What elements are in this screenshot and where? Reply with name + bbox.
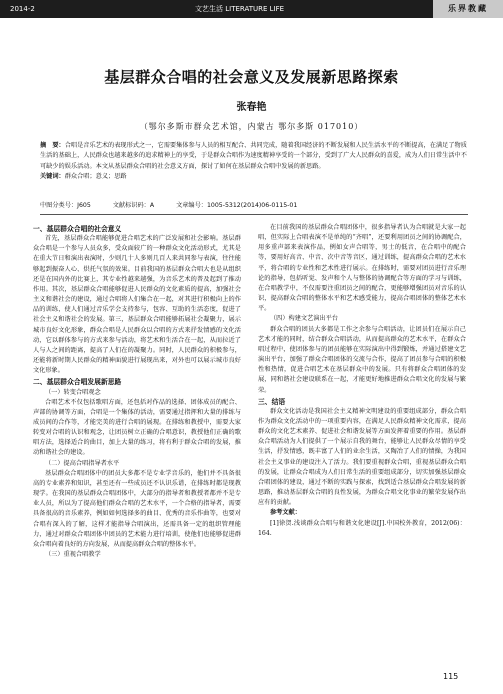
- journal-name: 文艺生活 LITERATURE LIFE: [195, 5, 285, 13]
- body-paragraph: 在目前我国的基层群众合唱团体中，很多指导者认为合唱就是大家一起唱，但实际上合唱表演不是单纯的“齐唱”，还要利用团员之间的协调配合，用多重声部来表演作品，例如女声合唱等，男士的低音，在合唱中的配合等，要用好高音、中音、次中音等音区，通过训练，提高群众合唱的艺术水平，将合唱的专业性和艺术性进行展示。在排练时，需要对团员进行音乐理论的指导，包括听觉、发声和个人与整体的协调配合等方面的学习与训练，在合唱教学中，不仅需要注重团员之间的配合，更能够增强团员对音乐的认识，提高群众合唱的整体水平和艺术感受能力，提高合唱团体的整体艺术水平。: [258, 224, 466, 313]
- author-name: 张春艳: [236, 102, 267, 113]
- body-column-right: [258, 223, 466, 539]
- author-affiliation: （鄂尔多斯市群众艺术馆，内蒙古 鄂尔多斯 017010）: [139, 122, 364, 131]
- references-heading: 参考文献：: [270, 509, 301, 517]
- divider: [40, 214, 468, 215]
- body-paragraph: 群众文化活动是我国社会主义精神文明建设的重要组成部分，群众合唱作为群众文化活动中的一项重要内容，在满足人民群众精神文化需求，提高群众的文化艺术素养、促进社会和谐发展等方面发挥着重要的作用。基层群众合唱活动为人们提供了一个展示自我的舞台，能够让人民群众尽情的享受生活，抒发情感，既丰富了人们的业余生活，又陶冶了人们的情操，为我国社会主义事业的建设注入了活力。我们要重视群众合唱，重视基层群众合唱的发展，让群众合唱成为人们日常生活的重要组成部分，切实加强基层群众合唱团体的建设，通过不断的实践与探索，找到适合基层群众合唱发展的新思路，推动基层群众合唱的良性发展，为群众合唱文化事业的繁荣发展作出应有的贡献。: [258, 407, 466, 507]
- keywords-text: 群众合唱；意义；思路: [64, 173, 127, 181]
- abstract: [40, 141, 468, 183]
- body-paragraph: 基层群众合唱团体中的团员大多都不是专业学音乐的，他们并不具备很高的专业素养和知识，甚至还有一些成员还不认识乐谱，在排练时都是现教现学。在我国的基层群众合唱团体中，大部分的指导者和教授者都并不是专业人员，所以为了提高他们群众合唱的艺术水平，一个合格的指导者，需要具备很高的音乐素养，例如如何选择多的曲目、优秀的音乐作曲等，也要对合唱有深入的了解，这样才能指导合唱演出，还需具备一定的组织管理能力，通过对群众合唱团体中团员的艺术能力进行培训，使他们也能够促进群众合唱向着良好的方向发展，从而提高群众合唱的整体水平。: [33, 469, 241, 548]
- body-paragraph: 合唱艺术不仅包括歌唱方面，还包括对作品的选择、团体成员的配合、声部的协调等方面，合唱是一个集体的活动，需要通过指挥和大量的排练与成员间的合作等，才能完美的进行合唱的展现。在排练和教授中，需要大家转变对合唱的认识和观念，让团员树立正确的合唱意识，教授他们正确的歌唱方法，选择适合的曲目，加上大量的练习，将有利于群众合唱的发展，推动和谐社会的建设。: [33, 398, 241, 457]
- abstract-text: 合唱是音乐艺术的表现形式之一，它需要集体参与人员的相互配合、共同完成，随着我国经济的不断发展和人民生活水平的不断提高，在满足了物质生活的基础上，人民群众也越来越多的追求精神上的享受，于是群众合唱作为速度精神享受的一个部分，受到了广大人民群众的喜爱，成为人们日常生活中不可缺少的娱乐活动。本文从基层群众合唱的社会意义方面，探讨了如何在基层群众合唱中发展的新思路。: [40, 142, 467, 170]
- section-heading: 一、基层群众合唱的社会意义: [33, 225, 122, 233]
- body-paragraph: 首先，基层群众合唱能够促进合唱艺术的广泛发展和社会影响。基层群众合唱是一个参与人员众多，受众面较广的一种群众文化活动形式，尤其是在重大节日和演出表演时，少则几十人多则几百人来共同参与表演，往往能够起到振奋人心、烘托气氛的效果。目前我国的基层群众合唱大也是从组织还是在国内外的比赛上，其专业性越来越强，为音乐艺术的普及起到了推动作用。其次，基层群众合唱能够促进人民群众的文化素质的提高，加强社会主义和谐社会的建设，通过合唱将人们集合在一起，对其进行积极向上的作品的训练，使人们通过音乐学会支持参与，包容、互助的生活态度，促进了社会主义和谐社会的发展。第三，基层群众合唱能够拓展社会凝聚力，展示城市良好文化形象，群众合唱是人民群众以合唱的方式来抒发情感的文化活动，它以群体参与的方式来参与活动，将艺术和生活合在一起，从而拉近了人与人之间的距离，提高了人们在的凝聚力。同时，人民群众的积极参与，还能将新时期人民群众的精神面貌进行展现出来，对外也可以展示城市良好文化形象。: [33, 235, 241, 375]
- subsection-heading: （四）构建文艺演出平台: [270, 315, 339, 323]
- article-title: 基层群众合唱的社会意义及发展新思路探索: [104, 68, 399, 86]
- clc-number: 中图分类号：J605: [40, 202, 91, 209]
- body-column-left: [33, 223, 241, 560]
- page-header: [0, 0, 503, 18]
- subsection-heading: （二）提高合唱指导者水平: [45, 459, 120, 467]
- keywords-label: 关键词：: [40, 173, 65, 181]
- document-code: 文献标识码：A: [112, 202, 155, 209]
- abstract-label: 摘 要：: [40, 142, 65, 149]
- section-heading: 三、结语: [258, 397, 286, 406]
- page-number: 115: [443, 672, 459, 681]
- reference-item: [1]徐贺.浅谈群众合唱与和谐文化建设[J].中国校外教育，2012(06)：164.: [258, 519, 466, 537]
- subsection-heading: （三）重视合唱教学: [45, 551, 101, 558]
- issue-label: 2014-2: [10, 5, 35, 13]
- section-heading: 二、基层群众合唱发展新思路: [33, 378, 122, 387]
- body-paragraph: 群众合唱的团员大多都是工作之余参与合唱活动，让团员们在展示自己艺术才能的同时，结合群众合唱活动，从而提高群众的艺术水平，在群众合唱过程中，使团体参与的团员能够在实际演出中得到锻炼，并通过搭建文艺演出平台，加强了群众合唱团体的交流与合作，提高了团员参与合唱的积极性和热情，促进合唱艺术在基层群众中的发展。只有将群众合唱团体的发展，同和谐社会建设联系在一起，才能更好地推进群众合唱文化的发展与繁荣。: [258, 325, 466, 394]
- article-number: 文章编号：1005-5312(2014)06-0115-01: [176, 202, 298, 209]
- article-meta: [40, 201, 468, 211]
- subsection-heading: （一）转变合唱观念: [45, 388, 101, 396]
- section-badge: 乐界教藏: [433, 0, 503, 18]
